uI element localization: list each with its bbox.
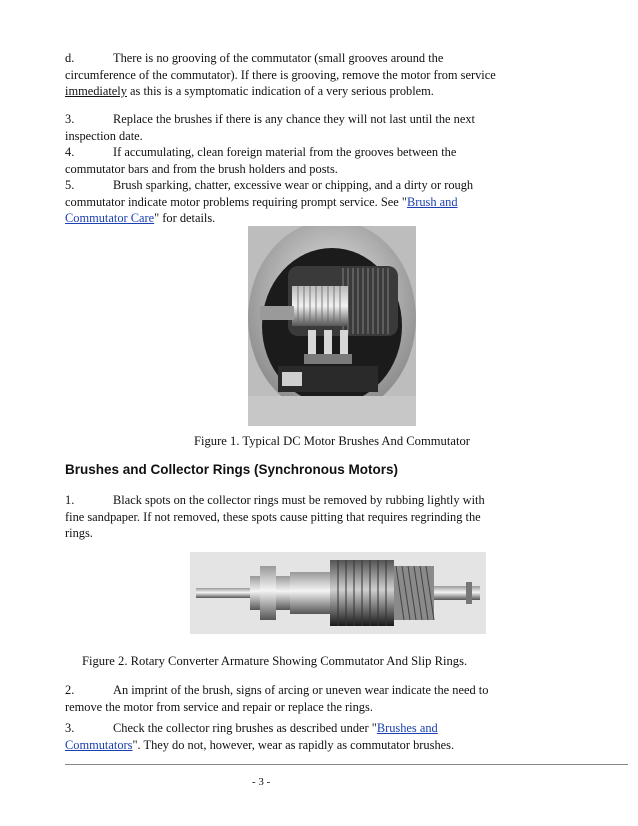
item-d [65, 50, 505, 100]
lower-item-2-number: 2. [65, 683, 75, 697]
footer-rule [65, 764, 628, 765]
figure-2-caption: Figure 2. Rotary Converter Armature Showing Commutator And Slip Rings. [82, 654, 468, 668]
lower-item-2 [65, 682, 495, 715]
item-3-number: 3. [65, 112, 75, 126]
lower-item-3-number: 3. [65, 721, 75, 735]
lower-item-3-text: Check the collector ring brushes as described under " [113, 721, 377, 735]
lower-item-3 [65, 720, 495, 753]
item-4 [65, 144, 505, 177]
lower-item-3-after: ". They do not, however, wear as rapidly as commutator brushes. [132, 737, 455, 752]
lower-item-2-text: An imprint of the brush, signs of arcing or uneven wear indicate the need to remove the motor from service and repair or replace the rings. [65, 683, 489, 714]
figure-2-photo [190, 552, 486, 634]
item-5 [65, 177, 505, 227]
item-5-text: Brush sparking, chatter, excessive wear or chipping, and a dirty or rough commutator indicate motor problems requiring prompt service. See " [65, 178, 474, 209]
item-d-text-2: as this is a symptomatic indication of a very serious problem. [126, 84, 434, 98]
figure-1-caption: Figure 1. Typical DC Motor Brushes And Commutator [194, 434, 470, 448]
item-3 [65, 111, 505, 144]
section-heading: Brushes and Collector Rings (Synchronous Motors) [65, 462, 399, 477]
item-d-text-1: There is no grooving of the commutator (small grooves around the circumference of the commutator). If there is grooving, remove the motor from service [65, 51, 496, 82]
brushes-commutators-link[interactable]: Brushes and Commutators [65, 721, 438, 752]
item-d-emphasis: immediately [65, 84, 127, 98]
page-number: - 3 - [252, 776, 271, 788]
item-4-number: 4. [65, 145, 75, 159]
item-5-number: 5. [65, 178, 75, 192]
section-item-1 [65, 492, 495, 542]
figure-1-photo [248, 226, 416, 426]
section-item-1-number: 1. [65, 493, 75, 507]
item-4-text: If accumulating, clean foreign material from the grooves between the commutator bars and from the brush holders and posts. [65, 145, 457, 176]
item-3-text: Replace the brushes if there is any chance they will not last until the next inspection date. [65, 112, 475, 143]
item-5-after: " for details. [154, 211, 216, 225]
item-d-number: d. [65, 51, 75, 65]
section-item-1-text: Black spots on the collector rings must be removed by rubbing lightly with fine sandpaper. If not removed, these spots cause pitting that requires regrinding the rings. [65, 493, 485, 540]
brush-commutator-care-link[interactable]: Brush and Commutator Care [65, 194, 458, 225]
